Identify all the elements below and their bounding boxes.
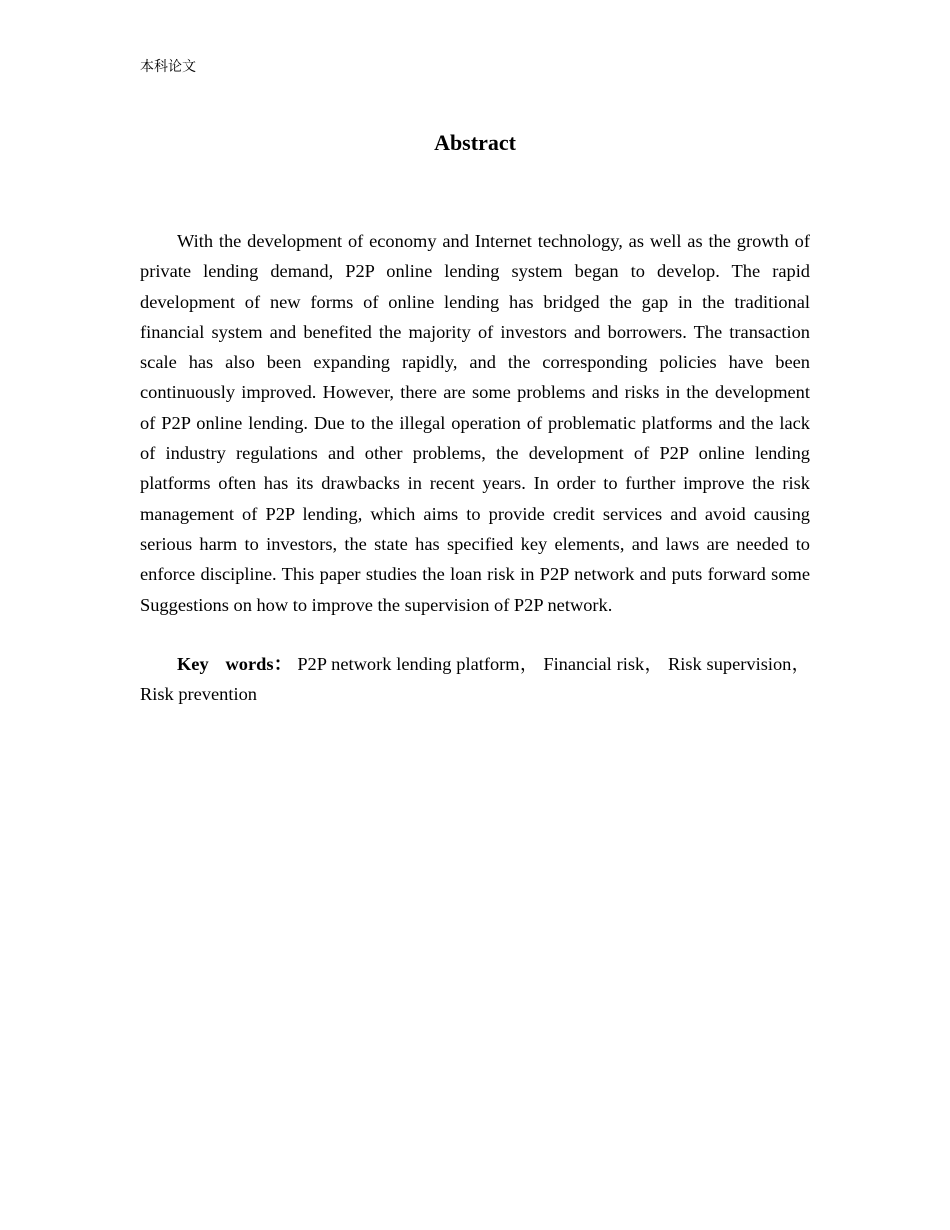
- abstract-body: With the development of economy and Internet technology, as well as the growth of private lending demand, P2P online lending system began to develop. The rapid development of new forms of online lending has bridged the gap in the traditional financial system and benefited the majority of investors and borrowers. The transaction scale has also been expanding rapidly, and the corresponding policies have been continuously improved. However, there are some problems and risks in the development of P2P online lending. Due to the illegal operation of problematic platforms and the lack of industry regulations and other problems, the development of P2P online lending platforms often has its drawbacks in recent years. In order to further improve the risk management of P2P lending, which aims to provide credit services and avoid causing serious harm to investors, the state has specified key elements, and laws are needed to enforce discipline. This paper studies the loan risk in P2P network and puts forward some Suggestions on how to improve the supervision of P2P network.: [140, 231, 810, 615]
- abstract-title: Abstract: [434, 130, 516, 155]
- keywords-text: P2P network lending platform， Financial risk， Risk supervision，Risk prevention: [140, 654, 810, 705]
- running-header: 本科论文: [140, 59, 196, 75]
- keywords-label: Key words：: [177, 654, 293, 674]
- keywords-paragraph: [140, 649, 810, 710]
